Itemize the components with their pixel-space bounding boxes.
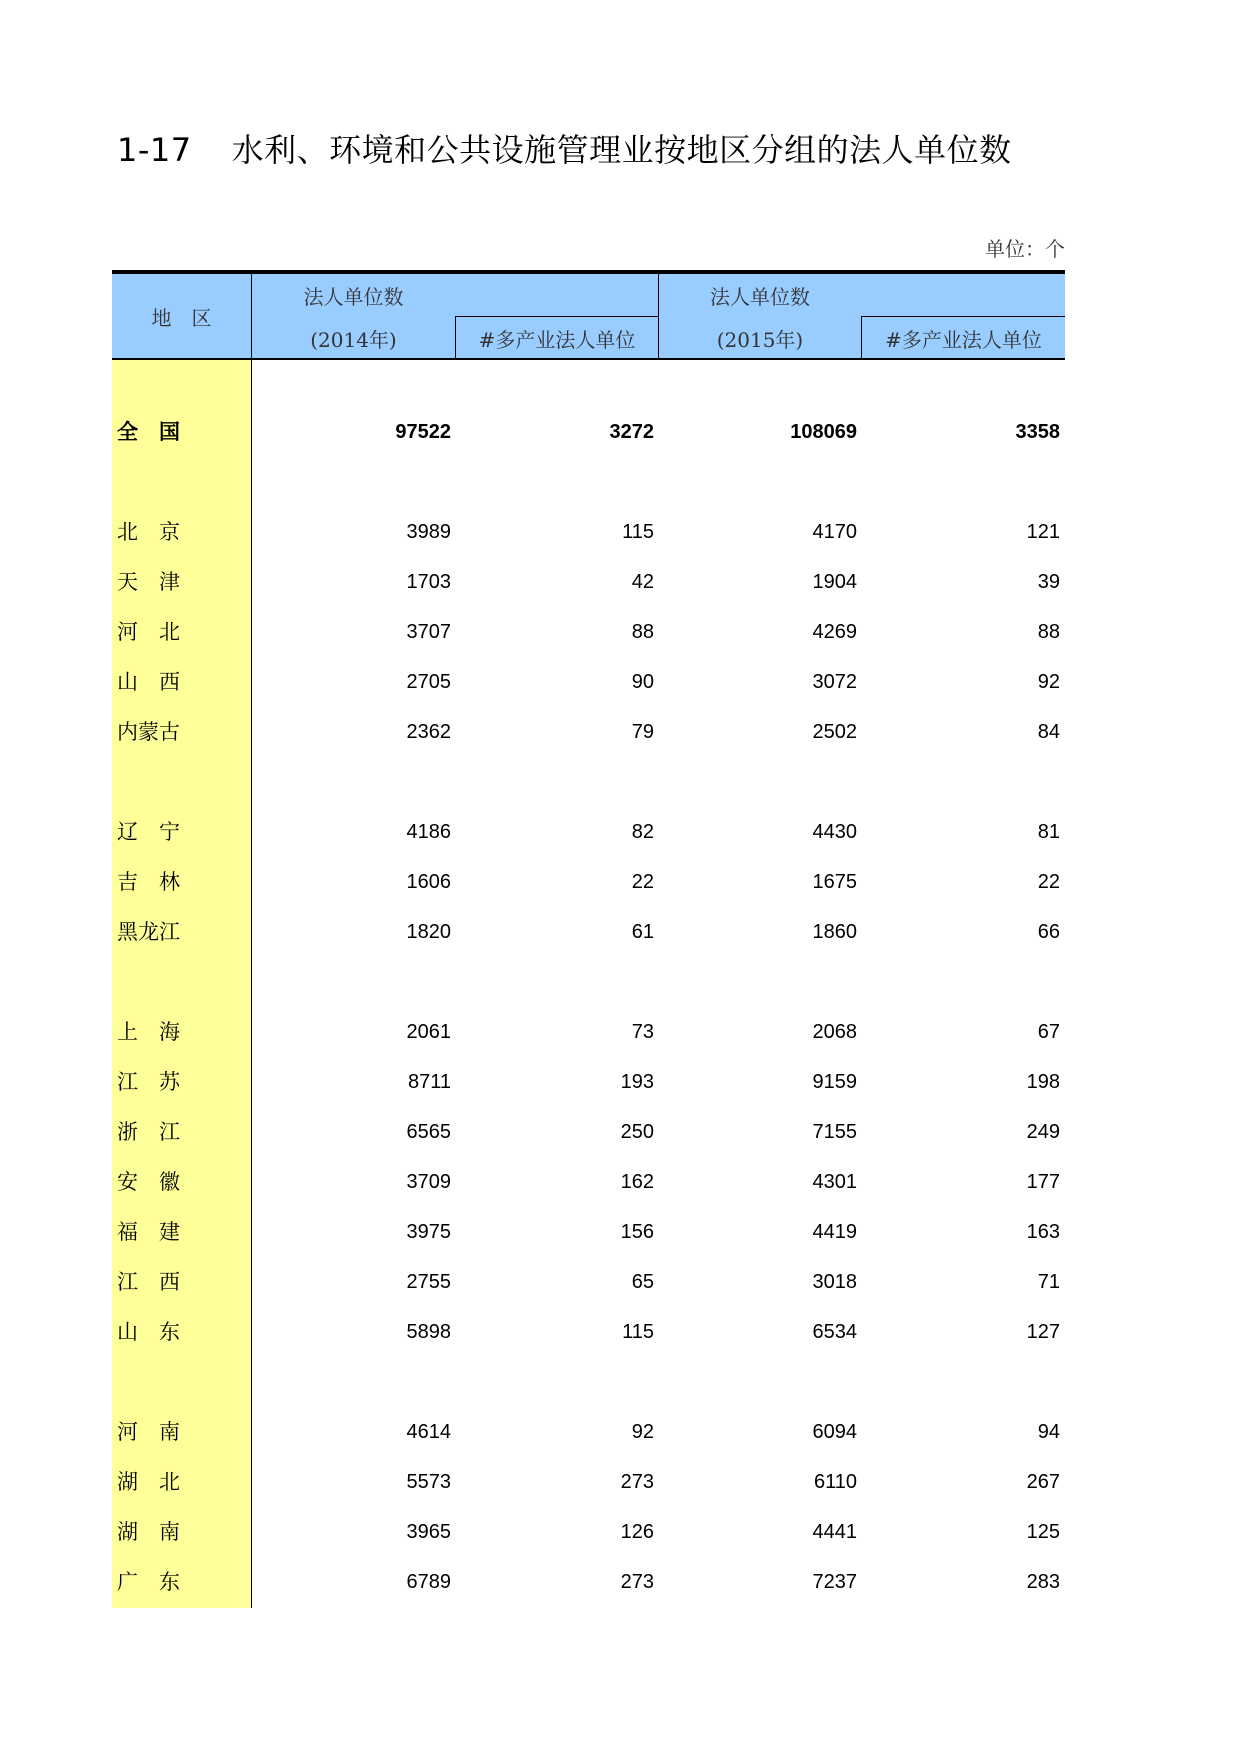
table-row [112,1057,1065,1107]
region-name: 湖 北 [117,1470,180,1494]
units-2015: 4269 [812,621,857,643]
units-2014: 3965 [406,1521,451,1543]
table-row [112,1407,1065,1457]
units-2015: 1904 [812,571,857,593]
multi-industry-2014: 73 [631,1021,654,1043]
header-group2-title: 法人单位数 [710,285,810,309]
multi-industry-2015: 94 [1037,1421,1060,1443]
multi-industry-2015: 3358 [1015,421,1060,443]
multi-industry-2015: 81 [1037,821,1060,843]
units-2014: 4186 [406,821,451,843]
multi-industry-2014: 82 [631,821,654,843]
region-name: 山 西 [117,670,180,694]
header-region: 地 区 [151,306,212,330]
table-row [112,507,1065,557]
multi-industry-2015: 125 [1026,1521,1060,1543]
units-2015: 108069 [790,421,857,443]
units-2015: 3072 [812,671,857,693]
multi-industry-2015: 92 [1037,671,1060,693]
multi-industry-2014: 42 [631,571,654,593]
table-row [112,1257,1065,1307]
units-2014: 2705 [406,671,451,693]
units-2014: 3989 [406,521,451,543]
multi-industry-2014: 250 [620,1121,654,1143]
table-row [112,807,1065,857]
multi-industry-2014: 79 [631,721,654,743]
multi-industry-2014: 156 [620,1221,654,1243]
header-bottom-rule [112,358,1065,360]
table-row [112,1007,1065,1057]
multi-industry-2015: 22 [1037,871,1060,893]
region-name: 湖 南 [117,1520,180,1544]
units-2015: 2502 [812,721,857,743]
table-row [112,1557,1065,1607]
region-name: 河 南 [117,1420,180,1444]
units-2015: 7237 [812,1571,857,1593]
units-2014: 1606 [406,871,451,893]
table-row [112,1207,1065,1257]
multi-industry-2015: 66 [1037,921,1060,943]
units-2015: 1675 [812,871,857,893]
multi-industry-2015: 163 [1026,1221,1060,1243]
multi-industry-2014: 92 [631,1421,654,1443]
header-underline-2 [861,316,1065,317]
table-title: 水利、环境和公共设施管理业按地区分组的法人单位数 [231,131,1012,169]
units-2014: 2755 [406,1271,451,1293]
table-row [112,857,1065,907]
region-name: 山 东 [117,1320,180,1344]
header-group1-year: (2014年) [310,328,397,352]
multi-industry-2014: 61 [631,921,654,943]
multi-industry-2015: 127 [1026,1321,1060,1343]
multi-industry-2014: 162 [620,1171,654,1193]
units-2014: 5898 [406,1321,451,1343]
units-2015: 2068 [812,1021,857,1043]
region-name: 天 津 [117,570,180,594]
units-2015: 4441 [812,1521,857,1543]
units-2015: 4419 [812,1221,857,1243]
multi-industry-2014: 115 [622,1321,654,1343]
multi-industry-2015: 67 [1037,1021,1060,1043]
page-title [117,124,1012,176]
table-row [112,657,1065,707]
region-name: 江 苏 [117,1070,180,1094]
header-underline-1 [455,316,658,317]
units-2015: 4170 [812,521,857,543]
units-2014: 5573 [406,1471,451,1493]
multi-industry-2014: 65 [631,1271,654,1293]
units-2014: 6789 [406,1571,451,1593]
multi-industry-2015: 88 [1037,621,1060,643]
region-name: 吉 林 [117,870,180,894]
multi-industry-2014: 88 [631,621,654,643]
units-2015: 6094 [812,1421,857,1443]
region-name: 北 京 [117,520,180,544]
units-2014: 97522 [395,421,451,443]
units-2015: 6534 [812,1321,857,1343]
region-name: 广 东 [117,1570,180,1594]
units-2015: 4430 [812,821,857,843]
header-top-rule [112,270,1065,274]
multi-industry-2015: 39 [1037,571,1060,593]
region-name: 浙 江 [117,1120,180,1144]
multi-industry-2014: 273 [620,1471,654,1493]
units-2014: 8711 [407,1071,451,1093]
table-row [112,707,1065,757]
table-row [112,1507,1065,1557]
region-name: 福 建 [117,1220,180,1244]
units-2015: 1860 [812,921,857,943]
multi-industry-2014: 126 [620,1521,654,1543]
units-2014: 3709 [406,1171,451,1193]
multi-industry-2014: 193 [620,1071,654,1093]
table-row [112,1157,1065,1207]
unit-label: 单位：个 [985,237,1065,261]
table-row [112,1107,1065,1157]
header-group2-year: (2015年) [716,328,804,352]
units-2014: 2362 [406,721,451,743]
units-2015: 6110 [813,1471,857,1493]
multi-industry-2015: 121 [1026,521,1060,543]
multi-industry-2015: 249 [1026,1121,1060,1143]
region-name: 江 西 [117,1270,180,1294]
multi-industry-2014: 115 [622,521,654,543]
header-group1-sub: #多产业法人单位 [478,328,636,352]
table-row [112,907,1065,957]
multi-industry-2015: 198 [1026,1071,1060,1093]
multi-industry-2015: 283 [1026,1571,1060,1593]
units-2014: 2061 [406,1021,451,1043]
region-name: 黑龙江 [117,920,180,944]
table-row [112,557,1065,607]
region-name: 全 国 [117,420,180,444]
region-name: 河 北 [117,620,180,644]
table-row [112,607,1065,657]
multi-industry-2015: 71 [1037,1271,1060,1293]
units-2015: 3018 [812,1271,857,1293]
multi-industry-2015: 177 [1026,1171,1060,1193]
region-name: 上 海 [117,1020,180,1044]
units-2014: 4614 [406,1421,451,1443]
units-2014: 3975 [406,1221,451,1243]
multi-industry-2015: 84 [1037,721,1060,743]
region-name: 内蒙古 [117,720,180,744]
units-2014: 6565 [406,1121,451,1143]
multi-industry-2014: 3272 [609,421,654,443]
units-2014: 1820 [406,921,451,943]
units-2014: 1703 [406,571,451,593]
units-2014: 3707 [406,621,451,643]
multi-industry-2014: 273 [620,1571,654,1593]
multi-industry-2015: 267 [1026,1471,1060,1493]
table-row-national [112,407,1065,457]
units-2015: 7155 [812,1121,857,1143]
header-group2-sub: #多产业法人单位 [885,328,1042,352]
table-number: 1-17 [117,131,192,169]
multi-industry-2014: 90 [631,671,654,693]
region-name: 辽 宁 [117,820,180,844]
header-group1-title: 法人单位数 [303,285,404,309]
table-row [112,1307,1065,1357]
units-2015: 9159 [812,1071,857,1093]
multi-industry-2014: 22 [631,871,654,893]
region-name: 安 徽 [117,1170,180,1194]
table-row [112,1457,1065,1507]
units-2015: 4301 [812,1171,857,1193]
